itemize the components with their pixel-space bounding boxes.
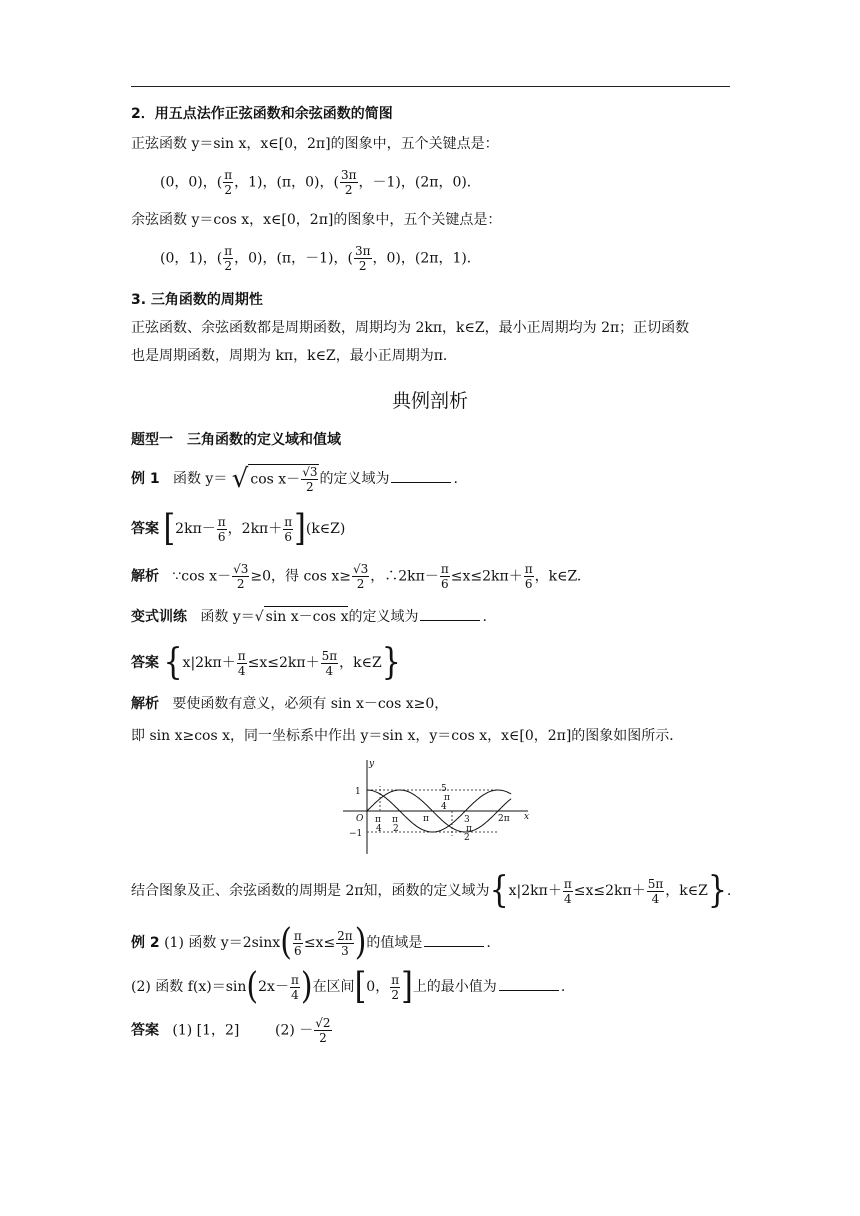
right-brace: } [707, 869, 727, 912]
y-axis-label: y [369, 759, 375, 769]
sqrt3-over-2 [301, 465, 318, 494]
pi-over-6 [440, 562, 450, 591]
pi-over-4 [237, 649, 247, 678]
sqrt-body: cos x－ [250, 471, 301, 488]
den: 6 [217, 529, 226, 544]
ex2-2c: 在区间 [312, 979, 355, 995]
right-bracket: ] [401, 965, 413, 1008]
an2-line1: 要使函数有意义，必须有 sin x－cos x≥0， [172, 696, 449, 712]
num: √3 [233, 562, 249, 576]
num: π [224, 168, 233, 182]
left-brace: { [489, 869, 509, 912]
den: 4 [651, 891, 660, 906]
ans2-c: ，k∈Z [339, 655, 382, 671]
answer3 [131, 1016, 333, 1045]
ex2-label: 例 2 [131, 935, 160, 951]
radical-sign: √ [254, 609, 264, 625]
num: √3 [302, 465, 318, 479]
den: 3 [341, 943, 349, 958]
den: 2 [356, 577, 365, 591]
section-heading: 典例剖析 [391, 390, 468, 412]
num: 5π [321, 648, 338, 663]
den: 2 [224, 259, 232, 273]
cos-pt-c: ，0)，(2π，1)． [372, 250, 481, 267]
tick-neg1: −1 [349, 829, 363, 839]
tick-3pi2-num: 3 [464, 815, 470, 825]
an1-c: ，∴2kπ－ [370, 568, 439, 585]
var-sqrt: sin x－cos x [264, 606, 349, 627]
ans3-a: (1) [1，2] [172, 1022, 240, 1039]
5pi-over-4 [321, 649, 339, 678]
tick-2pi: 2π [498, 814, 510, 824]
left-bracket: [ [163, 507, 176, 550]
conclusion-d: ，k∈Z [665, 883, 708, 899]
sine-points [160, 168, 481, 197]
den: 2 [306, 480, 314, 494]
ex2-2a: (2) 函数 f(x)＝sin [131, 979, 247, 995]
ex1-tail: 的定义域为 [319, 471, 390, 487]
num: √2 [315, 1016, 331, 1030]
sqrt3-over-2 [352, 562, 369, 591]
analysis2-line1 [131, 694, 448, 714]
conclusion-b: x|2kπ＋ [508, 883, 562, 899]
left-brace: { [163, 641, 183, 684]
variant-training: 变式训练 函数 y＝√ sin x－cos x的定义域为 . [131, 606, 487, 627]
analysis2-line2: 即 sin x≥cos x，同一坐标系中作出 y＝sin x，y＝cos x，x∈[0，2π]的图象如图所示． [131, 728, 684, 744]
num: π [563, 876, 572, 891]
den: 4 [564, 891, 572, 906]
ans3-b: (2) － [275, 1022, 314, 1039]
den: 2 [319, 1031, 327, 1045]
2pi-over-3 [336, 929, 354, 958]
left-paren: ( [280, 921, 292, 964]
den: 6 [440, 577, 449, 591]
ans2-a: x|2kπ＋ [182, 655, 236, 671]
right-brace: } [381, 641, 401, 684]
ex1-sqrt [248, 464, 319, 494]
ex1-label: 例 1 [131, 471, 160, 487]
tick-one: 1 [355, 787, 361, 797]
cos-pt-b: ，0)，(π，－1)，( [234, 250, 353, 267]
pi-over-6 [293, 929, 303, 958]
pi-over-4 [290, 973, 300, 1002]
tick-3pi2-pi: π [466, 824, 472, 834]
pi-over-6 [283, 515, 293, 544]
ans1-tail: (k∈Z) [305, 521, 346, 537]
cos-points [160, 244, 481, 273]
tick-5pi4-pi: π [444, 793, 450, 803]
ex2-1b: ≤x≤ [303, 935, 336, 951]
variant-label: 变式训练 [131, 609, 187, 625]
section2-title: 2．用五点法作正弦函数和余弦函数的简图 [131, 106, 393, 122]
sine-pt-b: ，1)，(π，0)，( [234, 174, 339, 191]
num: π [293, 928, 302, 943]
tick-pi4-den: 4 [376, 824, 382, 834]
periodic-line2: 也是周期函数，周期为 kπ，k∈Z，最小正周期为π． [131, 348, 457, 364]
answer-label: 答案 [131, 655, 159, 671]
answer-blank [424, 946, 484, 947]
den: 2 [358, 259, 367, 273]
ex2-1c: 的值域是 [366, 935, 423, 951]
tick-pi2-num: π [392, 815, 398, 825]
answer-label: 答案 [131, 1022, 159, 1039]
header-rule [131, 86, 730, 87]
an1-b: ≥0，得 cos x≥ [250, 568, 351, 585]
num: π [284, 514, 293, 529]
3pi-over-2 [354, 244, 372, 273]
an1-e: ，k∈Z. [534, 568, 582, 585]
num: 3π [354, 244, 371, 258]
num: 3π [340, 168, 357, 182]
sine-pt-a: (0，0)，( [160, 174, 223, 191]
num: √3 [352, 562, 369, 576]
radical-sign: √ [231, 464, 249, 494]
ex1-text: 函数 y＝ [172, 471, 228, 487]
num: π [524, 562, 533, 576]
pi-over-2 [223, 168, 233, 197]
den: 4 [325, 663, 334, 678]
sin-cos-graph [338, 756, 538, 856]
den: 2 [391, 987, 399, 1002]
conclusion-a: 结合图象及正、余弦函数的周期是 2π知，函数的定义域为 [131, 883, 490, 899]
analysis1 [131, 562, 581, 591]
num: 2π [337, 928, 353, 943]
example1: 例 1 函数 y＝ √ cos x－ $\frac{√3}{2}$ 的定义域为 . [131, 464, 458, 494]
ex2-2b: 2x－ [258, 979, 289, 995]
num: π [440, 562, 449, 576]
answer-blank [391, 482, 451, 483]
num: 5π [647, 876, 664, 891]
num: π [391, 972, 400, 987]
num: π [224, 244, 233, 258]
tick-3pi2-den: 2 [464, 833, 470, 843]
sine-intro: 正弦函数 y＝sin x，x∈[0，2π]的图象中，五个关键点是： [131, 136, 499, 152]
example2-part2: (2) 函数 f(x)＝sin(2x－ $\frac{\pi}{4}$ )在区间[0， $\frac{\pi}{2}$ ]上的最小值为 . [131, 965, 566, 1008]
ans1-a: 2kπ－ [175, 521, 216, 537]
den: 6 [294, 943, 302, 958]
right-paren: ) [354, 921, 367, 964]
den: 6 [524, 577, 533, 591]
var-text: 函数 y＝ [200, 609, 255, 625]
an1-d: ≤x≤2kπ＋ [450, 568, 523, 585]
answer-blank [420, 620, 480, 621]
tick-pi: π [423, 814, 429, 824]
cos-pt-a: (0，1)，( [160, 250, 223, 267]
pi-over-2 [390, 973, 400, 1002]
left-bracket: [ [354, 965, 367, 1008]
cos-intro: 余弦函数 y＝cos x，x∈[0，2π]的图象中，五个关键点是： [131, 212, 502, 228]
pi-over-6 [217, 515, 227, 544]
ex2-1a: (1) 函数 y＝2sinx [164, 935, 281, 951]
analysis-label: 解析 [131, 696, 159, 712]
tick-pi2-den: 2 [393, 824, 399, 834]
answer-blank [499, 990, 559, 991]
sine-pt-c: ，－1)，(2π，0)． [358, 174, 481, 191]
den: 2 [344, 183, 353, 197]
x-axis-label: x [524, 812, 530, 822]
an1-a: ∵cos x－ [172, 568, 232, 585]
tick-5pi4-den: 4 [441, 802, 447, 812]
ex2-2e: 上的最小值为 [412, 979, 497, 995]
num: π [290, 972, 299, 987]
num: π [217, 514, 226, 529]
5pi-over-4 [647, 877, 665, 906]
ans1-b: ，2kπ＋ [227, 521, 283, 537]
answer-label: 答案 [131, 521, 159, 537]
type1-title: 题型一 三角函数的定义域和值域 [131, 432, 341, 448]
tick-pi4-num: π [375, 815, 381, 825]
analysis-label: 解析 [131, 568, 159, 585]
left-paren: ( [246, 965, 259, 1008]
pi-over-2 [223, 244, 233, 273]
den: 6 [284, 529, 293, 544]
ex2-2d: 0， [366, 979, 390, 995]
sqrt2-over-2 [314, 1016, 331, 1045]
answer1 [131, 507, 346, 550]
den: 4 [291, 987, 299, 1002]
num: π [237, 648, 246, 663]
ans2-b: ≤x≤2kπ＋ [247, 655, 320, 671]
right-bracket: ] [294, 507, 306, 550]
answer2 [131, 641, 401, 684]
pi-over-6 [524, 562, 534, 591]
den: 2 [224, 183, 232, 197]
den: 2 [236, 577, 245, 591]
origin-label: O [356, 814, 364, 824]
den: 4 [237, 663, 246, 678]
var-tail: 的定义域为 [348, 609, 419, 625]
conclusion-c: ≤x≤2kπ＋ [573, 883, 646, 899]
periodic-line1: 正弦函数、余弦函数都是周期函数，周期均为 2kπ，k∈Z，最小正周期均为 2π；正切函数 [131, 320, 690, 336]
example2-part1: 例 2 (1) 函数 y＝2sinx( $\frac{\pi}{6}$ ≤x≤ $\frac{2\pi}{3}$ )的值域是 . [131, 921, 491, 964]
conclusion: 结合图象及正、余弦函数的周期是 2π知，函数的定义域为{x|2kπ＋ $\frac{\pi}{4}$ ≤x≤2kπ＋ $\frac{5\pi}{4}$ ，k∈Z}. [131, 869, 732, 912]
3pi-over-2 [340, 168, 358, 197]
section3-title: 3. 三角函数的周期性 [131, 292, 263, 308]
sqrt3-over-2 [232, 562, 249, 591]
pi-over-4 [563, 877, 573, 906]
tick-5pi4-num: 5 [441, 784, 447, 794]
right-paren: ) [300, 965, 313, 1008]
